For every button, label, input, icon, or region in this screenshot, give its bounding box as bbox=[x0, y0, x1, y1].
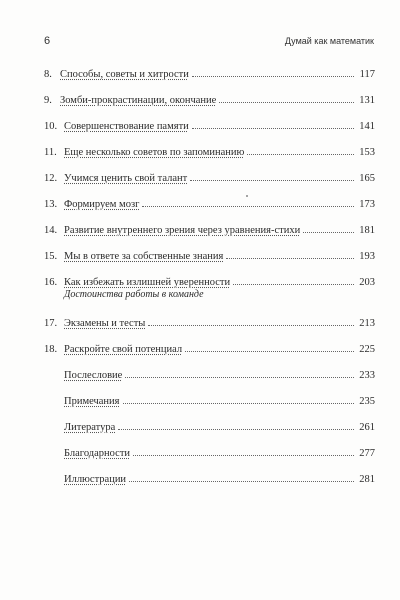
toc-entry[interactable] bbox=[44, 224, 375, 237]
dot-leader bbox=[247, 154, 354, 155]
backmatter-title: Иллюстрации bbox=[64, 474, 127, 485]
chapter-number: 11. bbox=[44, 147, 57, 158]
backmatter-page: 261 bbox=[359, 422, 375, 433]
chapter-title: Еще несколько советов по запоминанию bbox=[64, 147, 245, 158]
chapter-page: 213 bbox=[359, 318, 375, 329]
page-number: 6 bbox=[44, 35, 51, 47]
dot-leader bbox=[192, 76, 354, 77]
chapter-number: 18. bbox=[44, 344, 58, 355]
chapter-page: 153 bbox=[359, 147, 375, 158]
toc-backmatter-entry[interactable] bbox=[44, 369, 375, 382]
toc-backmatter-entry[interactable] bbox=[44, 447, 375, 460]
backmatter-title: Послесловие bbox=[64, 370, 123, 381]
chapter-title: Формируем мозг bbox=[64, 199, 140, 210]
dot-leader bbox=[303, 232, 354, 233]
chapter-number: 12. bbox=[44, 173, 58, 184]
paper-speck bbox=[246, 195, 248, 197]
backmatter-title: Литература bbox=[64, 422, 116, 433]
chapter-number: 13. bbox=[44, 199, 58, 210]
chapter-title: Мы в ответе за собственные знания bbox=[64, 251, 224, 262]
chapter-title: Раскройте свой потенциал bbox=[64, 344, 183, 355]
chapter-page: 181 bbox=[359, 225, 375, 236]
backmatter-title: Благодарности bbox=[64, 448, 131, 459]
backmatter-page: 281 bbox=[359, 474, 375, 485]
chapter-number: 9. bbox=[44, 95, 52, 106]
dot-leader bbox=[118, 429, 354, 430]
toc-entry[interactable] bbox=[44, 343, 375, 356]
chapter-number: 15. bbox=[44, 251, 58, 262]
chapter-subtitle: Достоинства работы в команде bbox=[64, 289, 204, 300]
chapter-title: Способы, советы и хитрости bbox=[60, 69, 189, 80]
table-of-contents bbox=[44, 68, 375, 486]
dot-leader bbox=[142, 206, 354, 207]
toc-entry[interactable] bbox=[44, 317, 375, 330]
running-head: Думай как математик bbox=[284, 36, 374, 46]
toc-entry[interactable] bbox=[44, 198, 375, 211]
dot-leader bbox=[133, 455, 354, 456]
toc-backmatter-entry[interactable] bbox=[44, 421, 375, 434]
chapter-page: 193 bbox=[359, 251, 375, 262]
dot-leader bbox=[219, 102, 354, 103]
chapter-number: 8. bbox=[44, 69, 52, 80]
toc-entry[interactable] bbox=[44, 172, 375, 185]
chapter-title: Развитие внутреннего зрения через уравнения-стихи bbox=[64, 225, 301, 236]
dot-leader bbox=[233, 284, 354, 285]
chapter-title: Совершенствование памяти bbox=[64, 121, 189, 132]
chapter-page: 131 bbox=[359, 95, 375, 106]
toc-entry[interactable] bbox=[44, 94, 375, 107]
chapter-title: Зомби-прокрастинации, окончание bbox=[60, 95, 217, 106]
dot-leader bbox=[148, 325, 354, 326]
chapter-page: 165 bbox=[359, 173, 375, 184]
chapter-number: 17. bbox=[44, 318, 58, 329]
toc-backmatter-entry[interactable] bbox=[44, 473, 375, 486]
chapter-title: Как избежать излишней уверенности bbox=[64, 277, 231, 288]
chapter-page: 141 bbox=[359, 121, 375, 132]
dot-leader bbox=[190, 180, 354, 181]
dot-leader bbox=[123, 403, 354, 404]
toc-entry[interactable] bbox=[44, 146, 375, 159]
dot-leader bbox=[192, 128, 354, 129]
dot-leader bbox=[226, 258, 354, 259]
chapter-number: 14. bbox=[44, 225, 58, 236]
chapter-title: Учимся ценить свой талант bbox=[64, 173, 188, 184]
toc-backmatter-entry[interactable] bbox=[44, 395, 375, 408]
toc-entry[interactable] bbox=[44, 250, 375, 263]
chapter-page: 225 bbox=[359, 344, 375, 355]
dot-leader bbox=[125, 377, 354, 378]
toc-entry[interactable] bbox=[44, 68, 375, 81]
chapter-page: 117 bbox=[359, 69, 375, 80]
chapter-page: 203 bbox=[359, 277, 375, 288]
toc-entry[interactable] bbox=[44, 120, 375, 133]
backmatter-title: Примечания bbox=[64, 396, 120, 407]
backmatter-page: 233 bbox=[359, 370, 375, 381]
chapter-number: 16. bbox=[44, 277, 58, 288]
dot-leader bbox=[185, 351, 354, 352]
toc-entry[interactable] bbox=[44, 276, 375, 289]
page-header bbox=[44, 35, 374, 51]
dot-leader bbox=[129, 481, 354, 482]
chapter-title: Экзамены и тесты bbox=[64, 318, 146, 329]
backmatter-page: 277 bbox=[359, 448, 375, 459]
backmatter-page: 235 bbox=[359, 396, 375, 407]
chapter-page: 173 bbox=[359, 199, 375, 210]
chapter-number: 10. bbox=[44, 121, 58, 132]
